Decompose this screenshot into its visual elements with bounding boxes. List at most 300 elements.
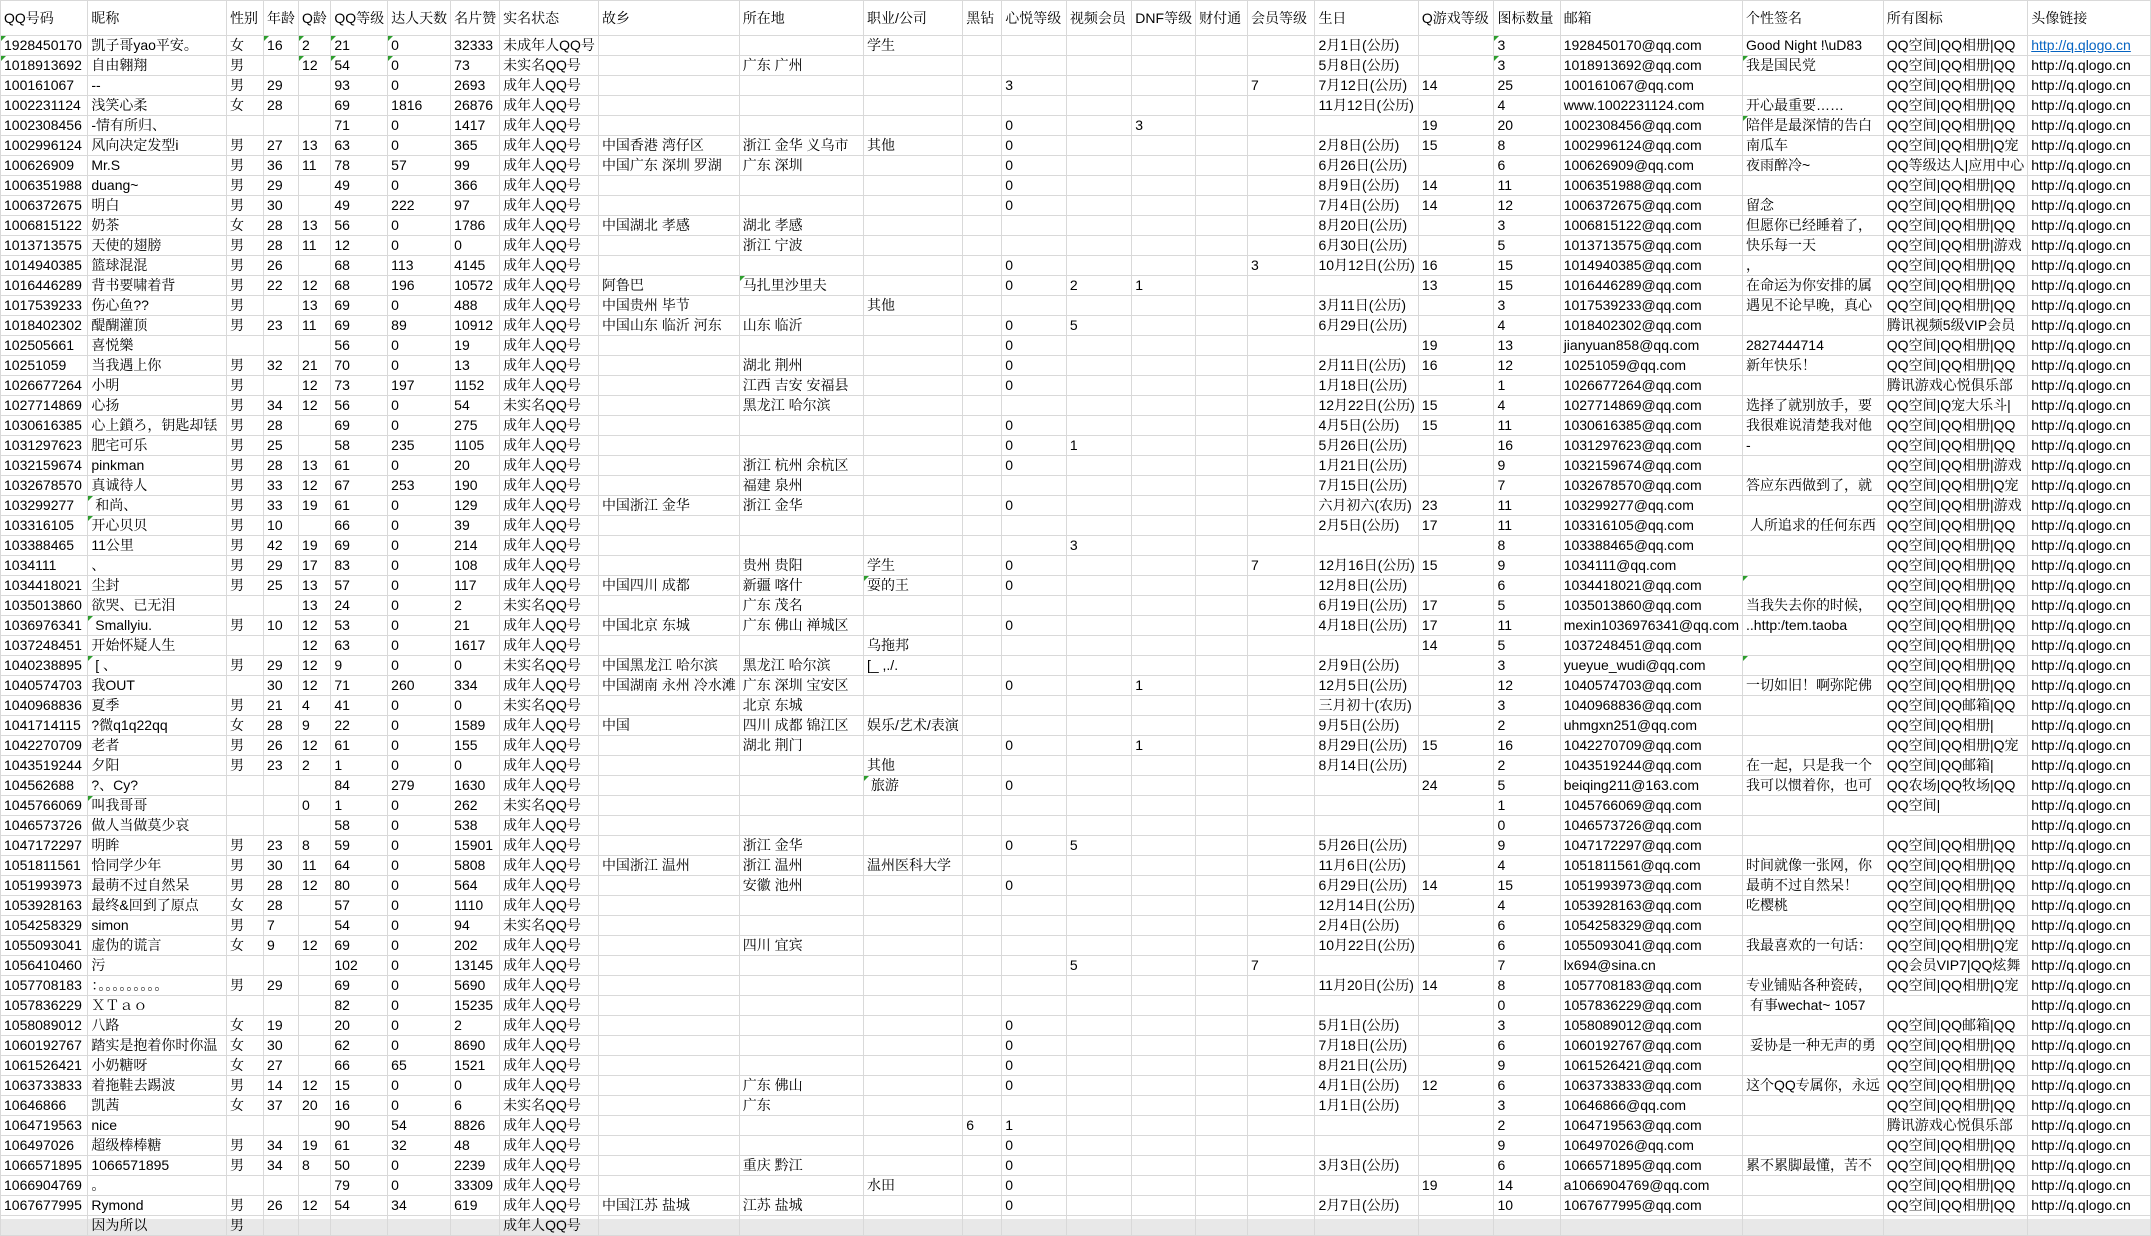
- cell-dnf_level[interactable]: [1132, 356, 1196, 376]
- cell-xinyue_level[interactable]: 0: [1002, 876, 1067, 896]
- cell-video_vip[interactable]: [1066, 816, 1131, 836]
- cell-tenpay[interactable]: [1196, 596, 1248, 616]
- cell-signature[interactable]: 留念: [1743, 196, 1884, 216]
- cell-daren_days[interactable]: 0: [388, 1096, 451, 1116]
- cell-tenpay[interactable]: [1196, 976, 1248, 996]
- cell-hometown[interactable]: [598, 1056, 739, 1076]
- cell-video_vip[interactable]: [1066, 36, 1131, 56]
- cell-gender[interactable]: 男: [227, 436, 264, 456]
- cell-all_icons[interactable]: QQ空间|QQ相册|游戏: [1883, 456, 2027, 476]
- cell-card_likes[interactable]: 0: [451, 1076, 500, 1096]
- cell-nick[interactable]: pinkman: [88, 456, 227, 476]
- cell-all_icons[interactable]: QQ空间|QQ相册|QQ: [1883, 856, 2027, 876]
- cell-black_diamond[interactable]: [963, 676, 1002, 696]
- cell-daren_days[interactable]: 197: [388, 376, 451, 396]
- cell-avatar_link[interactable]: http://q.qlogo.cn: [2028, 756, 2151, 776]
- cell-job[interactable]: [863, 216, 962, 236]
- cell-birthday[interactable]: 11月12日(公历): [1315, 96, 1418, 116]
- cell-signature[interactable]: 吃樱桃: [1743, 896, 1884, 916]
- cell-hometown[interactable]: [598, 916, 739, 936]
- cell-all_icons[interactable]: QQ空间|QQ相册|QQ: [1883, 56, 2027, 76]
- cell-avatar_link[interactable]: http://q.qlogo.cn: [2028, 216, 2151, 236]
- cell-card_likes[interactable]: 5808: [451, 856, 500, 876]
- cell-gender[interactable]: 男: [227, 416, 264, 436]
- cell-all_icons[interactable]: QQ空间|QQ相册|QQ: [1883, 836, 2027, 856]
- cell-black_diamond[interactable]: 6: [963, 1116, 1002, 1136]
- cell-job[interactable]: [863, 976, 962, 996]
- cell-daren_days[interactable]: 57: [388, 156, 451, 176]
- cell-card_likes[interactable]: 99: [451, 156, 500, 176]
- cell-nick[interactable]: 我OUT: [88, 676, 227, 696]
- cell-avatar_link[interactable]: [2028, 1216, 2151, 1236]
- cell-qq_level[interactable]: 80: [331, 876, 388, 896]
- cell-gender[interactable]: 男: [227, 1216, 264, 1236]
- cell-dnf_level[interactable]: [1132, 1136, 1196, 1156]
- cell-location[interactable]: [739, 776, 863, 796]
- cell-xinyue_level[interactable]: [1002, 976, 1067, 996]
- cell-job[interactable]: [863, 1036, 962, 1056]
- cell-all_icons[interactable]: QQ空间|QQ相册|Q宠: [1883, 736, 2027, 756]
- cell-hometown[interactable]: [598, 936, 739, 956]
- cell-black_diamond[interactable]: [963, 756, 1002, 776]
- cell-daren_days[interactable]: [388, 1216, 451, 1236]
- cell-card_likes[interactable]: [451, 1216, 500, 1236]
- cell-hometown[interactable]: 中国湖南 永州 冷水滩: [598, 676, 739, 696]
- cell-nick[interactable]: 因为所以: [88, 1216, 227, 1236]
- cell-birthday[interactable]: 1月21日(公历): [1315, 456, 1418, 476]
- cell-vip_level[interactable]: [1247, 776, 1314, 796]
- cell-job[interactable]: [863, 516, 962, 536]
- cell-hometown[interactable]: [598, 176, 739, 196]
- cell-birthday[interactable]: 2月7日(公历): [1315, 1196, 1418, 1216]
- cell-qgame_level[interactable]: 17: [1418, 596, 1494, 616]
- cell-qq_level[interactable]: 57: [331, 896, 388, 916]
- cell-age[interactable]: 28: [264, 236, 299, 256]
- cell-qq[interactable]: 100626909: [1, 156, 88, 176]
- cell-location[interactable]: [739, 76, 863, 96]
- cell-tenpay[interactable]: [1196, 276, 1248, 296]
- cell-signature[interactable]: [1743, 736, 1884, 756]
- cell-card_likes[interactable]: 15235: [451, 996, 500, 1016]
- cell-vip_level[interactable]: [1247, 416, 1314, 436]
- cell-avatar_link[interactable]: http://q.qlogo.cn: [2028, 1116, 2151, 1136]
- cell-qgame_level[interactable]: [1418, 856, 1494, 876]
- cell-signature[interactable]: [1743, 76, 1884, 96]
- cell-signature[interactable]: [1743, 176, 1884, 196]
- cell-hometown[interactable]: [598, 436, 739, 456]
- cell-icon_count[interactable]: 9: [1494, 1136, 1560, 1156]
- cell-card_likes[interactable]: 538: [451, 816, 500, 836]
- cell-hometown[interactable]: [598, 1216, 739, 1236]
- cell-gender[interactable]: [227, 996, 264, 1016]
- cell-black_diamond[interactable]: [963, 776, 1002, 796]
- cell-age[interactable]: [264, 376, 299, 396]
- cell-card_likes[interactable]: 39: [451, 516, 500, 536]
- cell-nick[interactable]: 着拖鞋去踢波: [88, 1076, 227, 1096]
- cell-icon_count[interactable]: 6: [1494, 936, 1560, 956]
- cell-birthday[interactable]: 六月初六(农历): [1315, 496, 1418, 516]
- cell-xinyue_level[interactable]: [1002, 36, 1067, 56]
- cell-birthday[interactable]: 10月22日(公历): [1315, 936, 1418, 956]
- cell-nick[interactable]: 欲哭、已无泪: [88, 596, 227, 616]
- cell-black_diamond[interactable]: [963, 196, 1002, 216]
- cell-email[interactable]: lx694@sina.cn: [1560, 956, 1742, 976]
- cell-all_icons[interactable]: QQ空间|QQ相册|: [1883, 716, 2027, 736]
- cell-nick[interactable]: 浅笑心柔: [88, 96, 227, 116]
- column-header-xinyue_level[interactable]: 心悦等级: [1002, 1, 1067, 36]
- cell-qgame_level[interactable]: 17: [1418, 516, 1494, 536]
- cell-tenpay[interactable]: [1196, 656, 1248, 676]
- cell-black_diamond[interactable]: [963, 616, 1002, 636]
- cell-qq[interactable]: 1031297623: [1, 436, 88, 456]
- cell-qage[interactable]: 8: [299, 836, 331, 856]
- cell-job[interactable]: [863, 156, 962, 176]
- cell-qage[interactable]: [299, 436, 331, 456]
- cell-xinyue_level[interactable]: 0: [1002, 276, 1067, 296]
- cell-black_diamond[interactable]: [963, 996, 1002, 1016]
- cell-tenpay[interactable]: [1196, 796, 1248, 816]
- cell-xinyue_level[interactable]: 0: [1002, 1056, 1067, 1076]
- cell-age[interactable]: 9: [264, 936, 299, 956]
- cell-vip_level[interactable]: [1247, 476, 1314, 496]
- cell-hometown[interactable]: 中国黑龙江 哈尔滨: [598, 656, 739, 676]
- cell-xinyue_level[interactable]: 0: [1002, 616, 1067, 636]
- cell-signature[interactable]: [1743, 576, 1884, 596]
- cell-black_diamond[interactable]: [963, 276, 1002, 296]
- cell-gender[interactable]: 男: [227, 156, 264, 176]
- cell-avatar_link[interactable]: http://q.qlogo.cn: [2028, 956, 2151, 976]
- cell-qgame_level[interactable]: [1418, 296, 1494, 316]
- cell-hometown[interactable]: [598, 1156, 739, 1176]
- cell-avatar_link[interactable]: http://q.qlogo.cn: [2028, 596, 2151, 616]
- cell-xinyue_level[interactable]: [1002, 656, 1067, 676]
- cell-job[interactable]: 其他: [863, 756, 962, 776]
- cell-qq_level[interactable]: 21: [331, 36, 388, 56]
- cell-dnf_level[interactable]: [1132, 1056, 1196, 1076]
- cell-qq[interactable]: 1036976341: [1, 616, 88, 636]
- cell-black_diamond[interactable]: [963, 36, 1002, 56]
- cell-xinyue_level[interactable]: 0: [1002, 776, 1067, 796]
- cell-email[interactable]: uhmgxn251@qq.com: [1560, 716, 1742, 736]
- cell-gender[interactable]: 女: [227, 36, 264, 56]
- cell-icon_count[interactable]: 6: [1494, 576, 1560, 596]
- cell-email[interactable]: jianyuan858@qq.com: [1560, 336, 1742, 356]
- cell-qq_level[interactable]: 56: [331, 396, 388, 416]
- cell-qgame_level[interactable]: [1418, 36, 1494, 56]
- cell-age[interactable]: [264, 796, 299, 816]
- cell-xinyue_level[interactable]: 0: [1002, 1156, 1067, 1176]
- cell-xinyue_level[interactable]: 0: [1002, 416, 1067, 436]
- cell-location[interactable]: 广东 深圳 宝安区: [739, 676, 863, 696]
- cell-job[interactable]: 水田: [863, 1176, 962, 1196]
- cell-age[interactable]: 27: [264, 136, 299, 156]
- cell-age[interactable]: 30: [264, 196, 299, 216]
- cell-qgame_level[interactable]: [1418, 316, 1494, 336]
- cell-gender[interactable]: 男: [227, 136, 264, 156]
- cell-all_icons[interactable]: QQ空间|QQ相册|Q宠: [1883, 936, 2027, 956]
- cell-hometown[interactable]: [598, 396, 739, 416]
- cell-realname_status[interactable]: 成年人QQ号: [500, 1176, 599, 1196]
- cell-qage[interactable]: [299, 1056, 331, 1076]
- cell-gender[interactable]: 男: [227, 296, 264, 316]
- cell-age[interactable]: [264, 596, 299, 616]
- cell-signature[interactable]: [1743, 376, 1884, 396]
- cell-location[interactable]: [739, 796, 863, 816]
- cell-hometown[interactable]: [598, 896, 739, 916]
- cell-black_diamond[interactable]: [963, 816, 1002, 836]
- cell-all_icons[interactable]: QQ空间|QQ相册|QQ: [1883, 636, 2027, 656]
- cell-qq_level[interactable]: 68: [331, 276, 388, 296]
- cell-email[interactable]: 1060192767@qq.com: [1560, 1036, 1742, 1056]
- cell-qq_level[interactable]: 69: [331, 976, 388, 996]
- cell-realname_status[interactable]: 成年人QQ号: [500, 496, 599, 516]
- cell-card_likes[interactable]: 108: [451, 556, 500, 576]
- cell-qgame_level[interactable]: 14: [1418, 876, 1494, 896]
- cell-qgame_level[interactable]: 14: [1418, 196, 1494, 216]
- cell-email[interactable]: 1014940385@qq.com: [1560, 256, 1742, 276]
- cell-qq_level[interactable]: 69: [331, 296, 388, 316]
- cell-dnf_level[interactable]: [1132, 756, 1196, 776]
- cell-qq[interactable]: 1032678570: [1, 476, 88, 496]
- cell-nick[interactable]: 叫我哥哥: [88, 796, 227, 816]
- cell-dnf_level[interactable]: 1: [1132, 736, 1196, 756]
- cell-qq_level[interactable]: 66: [331, 1056, 388, 1076]
- cell-vip_level[interactable]: [1247, 216, 1314, 236]
- cell-video_vip[interactable]: [1066, 736, 1131, 756]
- cell-black_diamond[interactable]: [963, 556, 1002, 576]
- column-header-email[interactable]: 邮箱: [1560, 1, 1742, 36]
- cell-tenpay[interactable]: [1196, 956, 1248, 976]
- cell-card_likes[interactable]: 117: [451, 576, 500, 596]
- cell-realname_status[interactable]: 成年人QQ号: [500, 296, 599, 316]
- cell-vip_level[interactable]: [1247, 1056, 1314, 1076]
- cell-qq_level[interactable]: 67: [331, 476, 388, 496]
- cell-black_diamond[interactable]: [963, 316, 1002, 336]
- cell-daren_days[interactable]: 0: [388, 236, 451, 256]
- cell-all_icons[interactable]: QQ空间|QQ相册|QQ: [1883, 676, 2027, 696]
- cell-qq_level[interactable]: 1: [331, 756, 388, 776]
- cell-qgame_level[interactable]: 14: [1418, 636, 1494, 656]
- cell-all_icons[interactable]: QQ空间|QQ相册|QQ: [1883, 576, 2027, 596]
- cell-email[interactable]: 1064719563@qq.com: [1560, 1116, 1742, 1136]
- cell-realname_status[interactable]: 未实名QQ号: [500, 796, 599, 816]
- cell-vip_level[interactable]: [1247, 1096, 1314, 1116]
- cell-avatar_link[interactable]: http://q.qlogo.cn: [2028, 196, 2151, 216]
- cell-age[interactable]: 28: [264, 456, 299, 476]
- cell-daren_days[interactable]: 196: [388, 276, 451, 296]
- cell-realname_status[interactable]: 成年人QQ号: [500, 156, 599, 176]
- cell-qage[interactable]: 12: [299, 56, 331, 76]
- cell-tenpay[interactable]: [1196, 1016, 1248, 1036]
- cell-gender[interactable]: [227, 956, 264, 976]
- cell-daren_days[interactable]: 253: [388, 476, 451, 496]
- cell-card_likes[interactable]: 1105: [451, 436, 500, 456]
- cell-all_icons[interactable]: QQ空间|QQ相册|QQ: [1883, 516, 2027, 536]
- cell-all_icons[interactable]: [1883, 996, 2027, 1016]
- cell-realname_status[interactable]: 成年人QQ号: [500, 76, 599, 96]
- cell-realname_status[interactable]: 成年人QQ号: [500, 616, 599, 636]
- cell-video_vip[interactable]: [1066, 1036, 1131, 1056]
- cell-xinyue_level[interactable]: 0: [1002, 156, 1067, 176]
- cell-location[interactable]: 北京 东城: [739, 696, 863, 716]
- cell-qq[interactable]: 1017539233: [1, 296, 88, 316]
- cell-nick[interactable]: 开心贝贝: [88, 516, 227, 536]
- cell-realname_status[interactable]: 成年人QQ号: [500, 576, 599, 596]
- cell-email[interactable]: 103299277@qq.com: [1560, 496, 1742, 516]
- cell-qq[interactable]: 1061526421: [1, 1056, 88, 1076]
- cell-gender[interactable]: 男: [227, 476, 264, 496]
- cell-signature[interactable]: 在命运为你安排的属: [1743, 276, 1884, 296]
- cell-job[interactable]: [863, 936, 962, 956]
- cell-vip_level[interactable]: [1247, 36, 1314, 56]
- cell-realname_status[interactable]: 成年人QQ号: [500, 1076, 599, 1096]
- cell-all_icons[interactable]: QQ空间|QQ相册|QQ: [1883, 556, 2027, 576]
- cell-black_diamond[interactable]: [963, 436, 1002, 456]
- cell-gender[interactable]: 男: [227, 556, 264, 576]
- cell-dnf_level[interactable]: [1132, 136, 1196, 156]
- cell-realname_status[interactable]: 未实名QQ号: [500, 396, 599, 416]
- cell-signature[interactable]: 答应东西做到了，就: [1743, 476, 1884, 496]
- cell-qgame_level[interactable]: [1418, 1196, 1494, 1216]
- cell-qq_level[interactable]: 56: [331, 216, 388, 236]
- cell-realname_status[interactable]: 成年人QQ号: [500, 216, 599, 236]
- cell-dnf_level[interactable]: [1132, 856, 1196, 876]
- cell-email[interactable]: 1043519244@qq.com: [1560, 756, 1742, 776]
- cell-location[interactable]: 四川 宜宾: [739, 936, 863, 956]
- cell-qq_level[interactable]: 24: [331, 596, 388, 616]
- cell-qgame_level[interactable]: [1418, 696, 1494, 716]
- cell-tenpay[interactable]: [1196, 1036, 1248, 1056]
- cell-daren_days[interactable]: 0: [388, 176, 451, 196]
- cell-qgame_level[interactable]: [1418, 916, 1494, 936]
- cell-xinyue_level[interactable]: [1002, 216, 1067, 236]
- cell-age[interactable]: 34: [264, 1156, 299, 1176]
- cell-icon_count[interactable]: 10: [1494, 1196, 1560, 1216]
- cell-card_likes[interactable]: 0: [451, 236, 500, 256]
- cell-icon_count[interactable]: 11: [1494, 176, 1560, 196]
- cell-icon_count[interactable]: 1: [1494, 376, 1560, 396]
- cell-email[interactable]: 106497026@qq.com: [1560, 1136, 1742, 1156]
- cell-age[interactable]: 34: [264, 396, 299, 416]
- cell-age[interactable]: 37: [264, 1096, 299, 1116]
- cell-location[interactable]: [739, 96, 863, 116]
- cell-icon_count[interactable]: 12: [1494, 356, 1560, 376]
- cell-realname_status[interactable]: 成年人QQ号: [500, 236, 599, 256]
- cell-qgame_level[interactable]: [1418, 816, 1494, 836]
- cell-nick[interactable]: 小明: [88, 376, 227, 396]
- cell-tenpay[interactable]: [1196, 876, 1248, 896]
- cell-icon_count[interactable]: 7: [1494, 956, 1560, 976]
- cell-email[interactable]: 1047172297@qq.com: [1560, 836, 1742, 856]
- cell-black_diamond[interactable]: [963, 56, 1002, 76]
- cell-daren_days[interactable]: 0: [388, 516, 451, 536]
- cell-vip_level[interactable]: [1247, 676, 1314, 696]
- cell-signature[interactable]: [1743, 316, 1884, 336]
- cell-location[interactable]: 马扎里沙里夫: [739, 276, 863, 296]
- cell-tenpay[interactable]: [1196, 1056, 1248, 1076]
- cell-hometown[interactable]: [598, 1016, 739, 1036]
- cell-age[interactable]: 28: [264, 216, 299, 236]
- cell-avatar_link[interactable]: http://q.qlogo.cn: [2028, 676, 2151, 696]
- cell-nick[interactable]: 篮球混混: [88, 256, 227, 276]
- cell-realname_status[interactable]: 未实名QQ号: [500, 916, 599, 936]
- cell-location[interactable]: 福建 泉州: [739, 476, 863, 496]
- cell-icon_count[interactable]: 11: [1494, 616, 1560, 636]
- cell-realname_status[interactable]: 成年人QQ号: [500, 276, 599, 296]
- cell-nick[interactable]: nice: [88, 1116, 227, 1136]
- cell-tenpay[interactable]: [1196, 36, 1248, 56]
- cell-birthday[interactable]: 1月1日(公历): [1315, 1096, 1418, 1116]
- cell-card_likes[interactable]: 21: [451, 616, 500, 636]
- cell-video_vip[interactable]: [1066, 516, 1131, 536]
- cell-video_vip[interactable]: [1066, 676, 1131, 696]
- cell-gender[interactable]: [227, 596, 264, 616]
- cell-email[interactable]: 10251059@qq.com: [1560, 356, 1742, 376]
- cell-qage[interactable]: [299, 1016, 331, 1036]
- cell-card_likes[interactable]: 619: [451, 1196, 500, 1216]
- cell-qgame_level[interactable]: [1418, 56, 1494, 76]
- cell-signature[interactable]: [1743, 696, 1884, 716]
- cell-age[interactable]: [264, 116, 299, 136]
- cell-signature[interactable]: 有事wechat~ 1057: [1743, 996, 1884, 1016]
- cell-qq_level[interactable]: 68: [331, 256, 388, 276]
- cell-age[interactable]: 7: [264, 916, 299, 936]
- cell-birthday[interactable]: 2月5日(公历): [1315, 516, 1418, 536]
- cell-nick[interactable]: duang~: [88, 176, 227, 196]
- cell-signature[interactable]: ..http:/tem.taoba: [1743, 616, 1884, 636]
- cell-qq_level[interactable]: 1: [331, 796, 388, 816]
- cell-video_vip[interactable]: [1066, 696, 1131, 716]
- cell-qage[interactable]: 13: [299, 216, 331, 236]
- cell-job[interactable]: [863, 236, 962, 256]
- cell-all_icons[interactable]: QQ空间|QQ相册|QQ: [1883, 616, 2027, 636]
- cell-email[interactable]: 10646866@qq.com: [1560, 1096, 1742, 1116]
- cell-qq[interactable]: 1042270709: [1, 736, 88, 756]
- cell-job[interactable]: [863, 116, 962, 136]
- cell-avatar_link[interactable]: http://q.qlogo.cn: [2028, 736, 2151, 756]
- cell-black_diamond[interactable]: [963, 176, 1002, 196]
- cell-gender[interactable]: [227, 336, 264, 356]
- cell-daren_days[interactable]: 0: [388, 416, 451, 436]
- cell-daren_days[interactable]: 0: [388, 756, 451, 776]
- cell-daren_days[interactable]: 235: [388, 436, 451, 456]
- cell-age[interactable]: 28: [264, 416, 299, 436]
- cell-birthday[interactable]: [1315, 336, 1418, 356]
- cell-tenpay[interactable]: [1196, 536, 1248, 556]
- cell-xinyue_level[interactable]: 0: [1002, 576, 1067, 596]
- cell-realname_status[interactable]: 成年人QQ号: [500, 936, 599, 956]
- cell-video_vip[interactable]: [1066, 496, 1131, 516]
- cell-realname_status[interactable]: 成年人QQ号: [500, 716, 599, 736]
- cell-video_vip[interactable]: [1066, 876, 1131, 896]
- cell-dnf_level[interactable]: [1132, 216, 1196, 236]
- cell-birthday[interactable]: 4月5日(公历): [1315, 416, 1418, 436]
- cell-age[interactable]: 23: [264, 756, 299, 776]
- cell-email[interactable]: 1046573726@qq.com: [1560, 816, 1742, 836]
- column-header-birthday[interactable]: 生日: [1315, 1, 1418, 36]
- cell-dnf_level[interactable]: [1132, 1116, 1196, 1136]
- cell-tenpay[interactable]: [1196, 396, 1248, 416]
- cell-signature[interactable]: [1743, 956, 1884, 976]
- cell-age[interactable]: 29: [264, 976, 299, 996]
- cell-email[interactable]: beiqing211@163.com: [1560, 776, 1742, 796]
- cell-age[interactable]: 33: [264, 496, 299, 516]
- cell-dnf_level[interactable]: [1132, 336, 1196, 356]
- cell-hometown[interactable]: 中国山东 临沂 河东: [598, 316, 739, 336]
- cell-daren_days[interactable]: 0: [388, 996, 451, 1016]
- cell-vip_level[interactable]: 3: [1247, 256, 1314, 276]
- cell-xinyue_level[interactable]: 0: [1002, 116, 1067, 136]
